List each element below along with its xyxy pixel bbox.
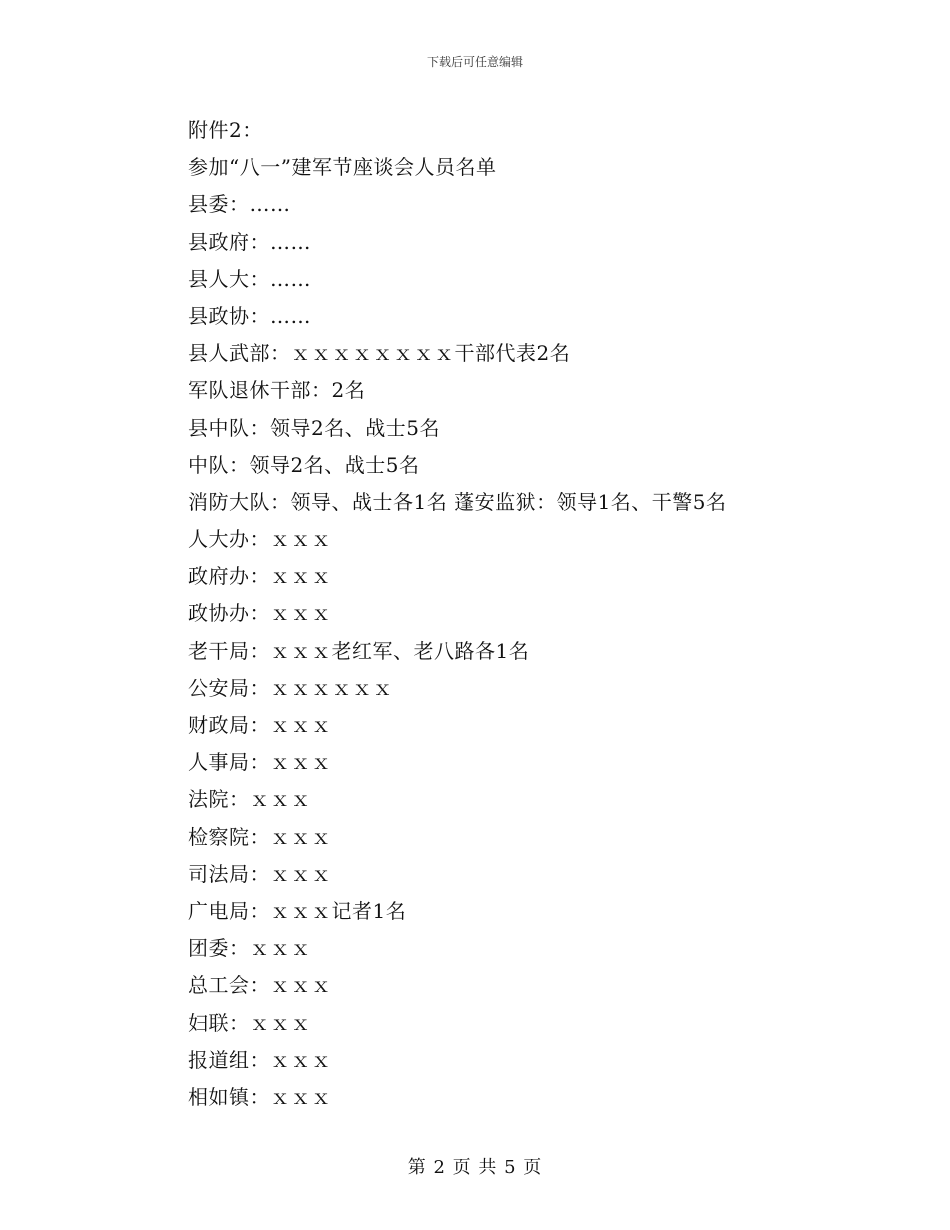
list-item: 老干局：ｘｘｘ老红军、老八路各1名	[188, 638, 530, 663]
list-item: 县政协：……	[188, 303, 311, 328]
list-item: 相如镇：ｘｘｘ	[188, 1084, 332, 1109]
list-item: 人事局：ｘｘｘ	[188, 750, 332, 775]
list-item: 总工会：ｘｘｘ	[188, 973, 332, 998]
list-item: 政府办：ｘｘｘ	[188, 564, 332, 589]
list-item: 公安局：ｘｘｘｘｘｘ	[188, 675, 393, 700]
list-item: 团委：ｘｘｘ	[188, 936, 311, 961]
page-number: 第 2 页 共 5 页	[407, 1157, 543, 1178]
list-item: 报道组：ｘｘｘ	[188, 1047, 332, 1072]
list-item: 广电局：ｘｘｘ记者1名	[188, 898, 407, 923]
list-item: 县政府：……	[188, 229, 311, 254]
list-item: 军队退休干部：2名	[188, 378, 366, 403]
list-item: 县人大：……	[188, 266, 311, 291]
document-title: 参加“八一”建军节座谈会人员名单	[188, 155, 497, 180]
list-item: 司法局：ｘｘｘ	[188, 861, 332, 886]
list-item: 县人武部：ｘｘｘｘｘｘｘｘ干部代表2名	[188, 341, 571, 366]
list-item: 人大办：ｘｘｘ	[188, 527, 332, 552]
document-body	[188, 112, 888, 1116]
page-header: 下载后可任意编辑	[426, 55, 523, 69]
list-item: 县中队：领导2名、战士5名	[188, 415, 440, 440]
list-item: 妇联：ｘｘｘ	[188, 1010, 311, 1035]
list-item: 检察院：ｘｘｘ	[188, 824, 332, 849]
list-item: 消防大队：领导、战士各1名 蓬安监狱：领导1名、干警5名	[188, 489, 727, 514]
list-item: 县委：……	[188, 192, 291, 217]
list-item: 中队：领导2名、战士5名	[188, 452, 420, 477]
attachment-label: 附件2：	[188, 118, 263, 142]
list-item: 法院：ｘｘｘ	[188, 787, 311, 812]
list-item: 财政局：ｘｘｘ	[188, 713, 332, 737]
list-item: 政协办：ｘｘｘ	[188, 601, 332, 626]
